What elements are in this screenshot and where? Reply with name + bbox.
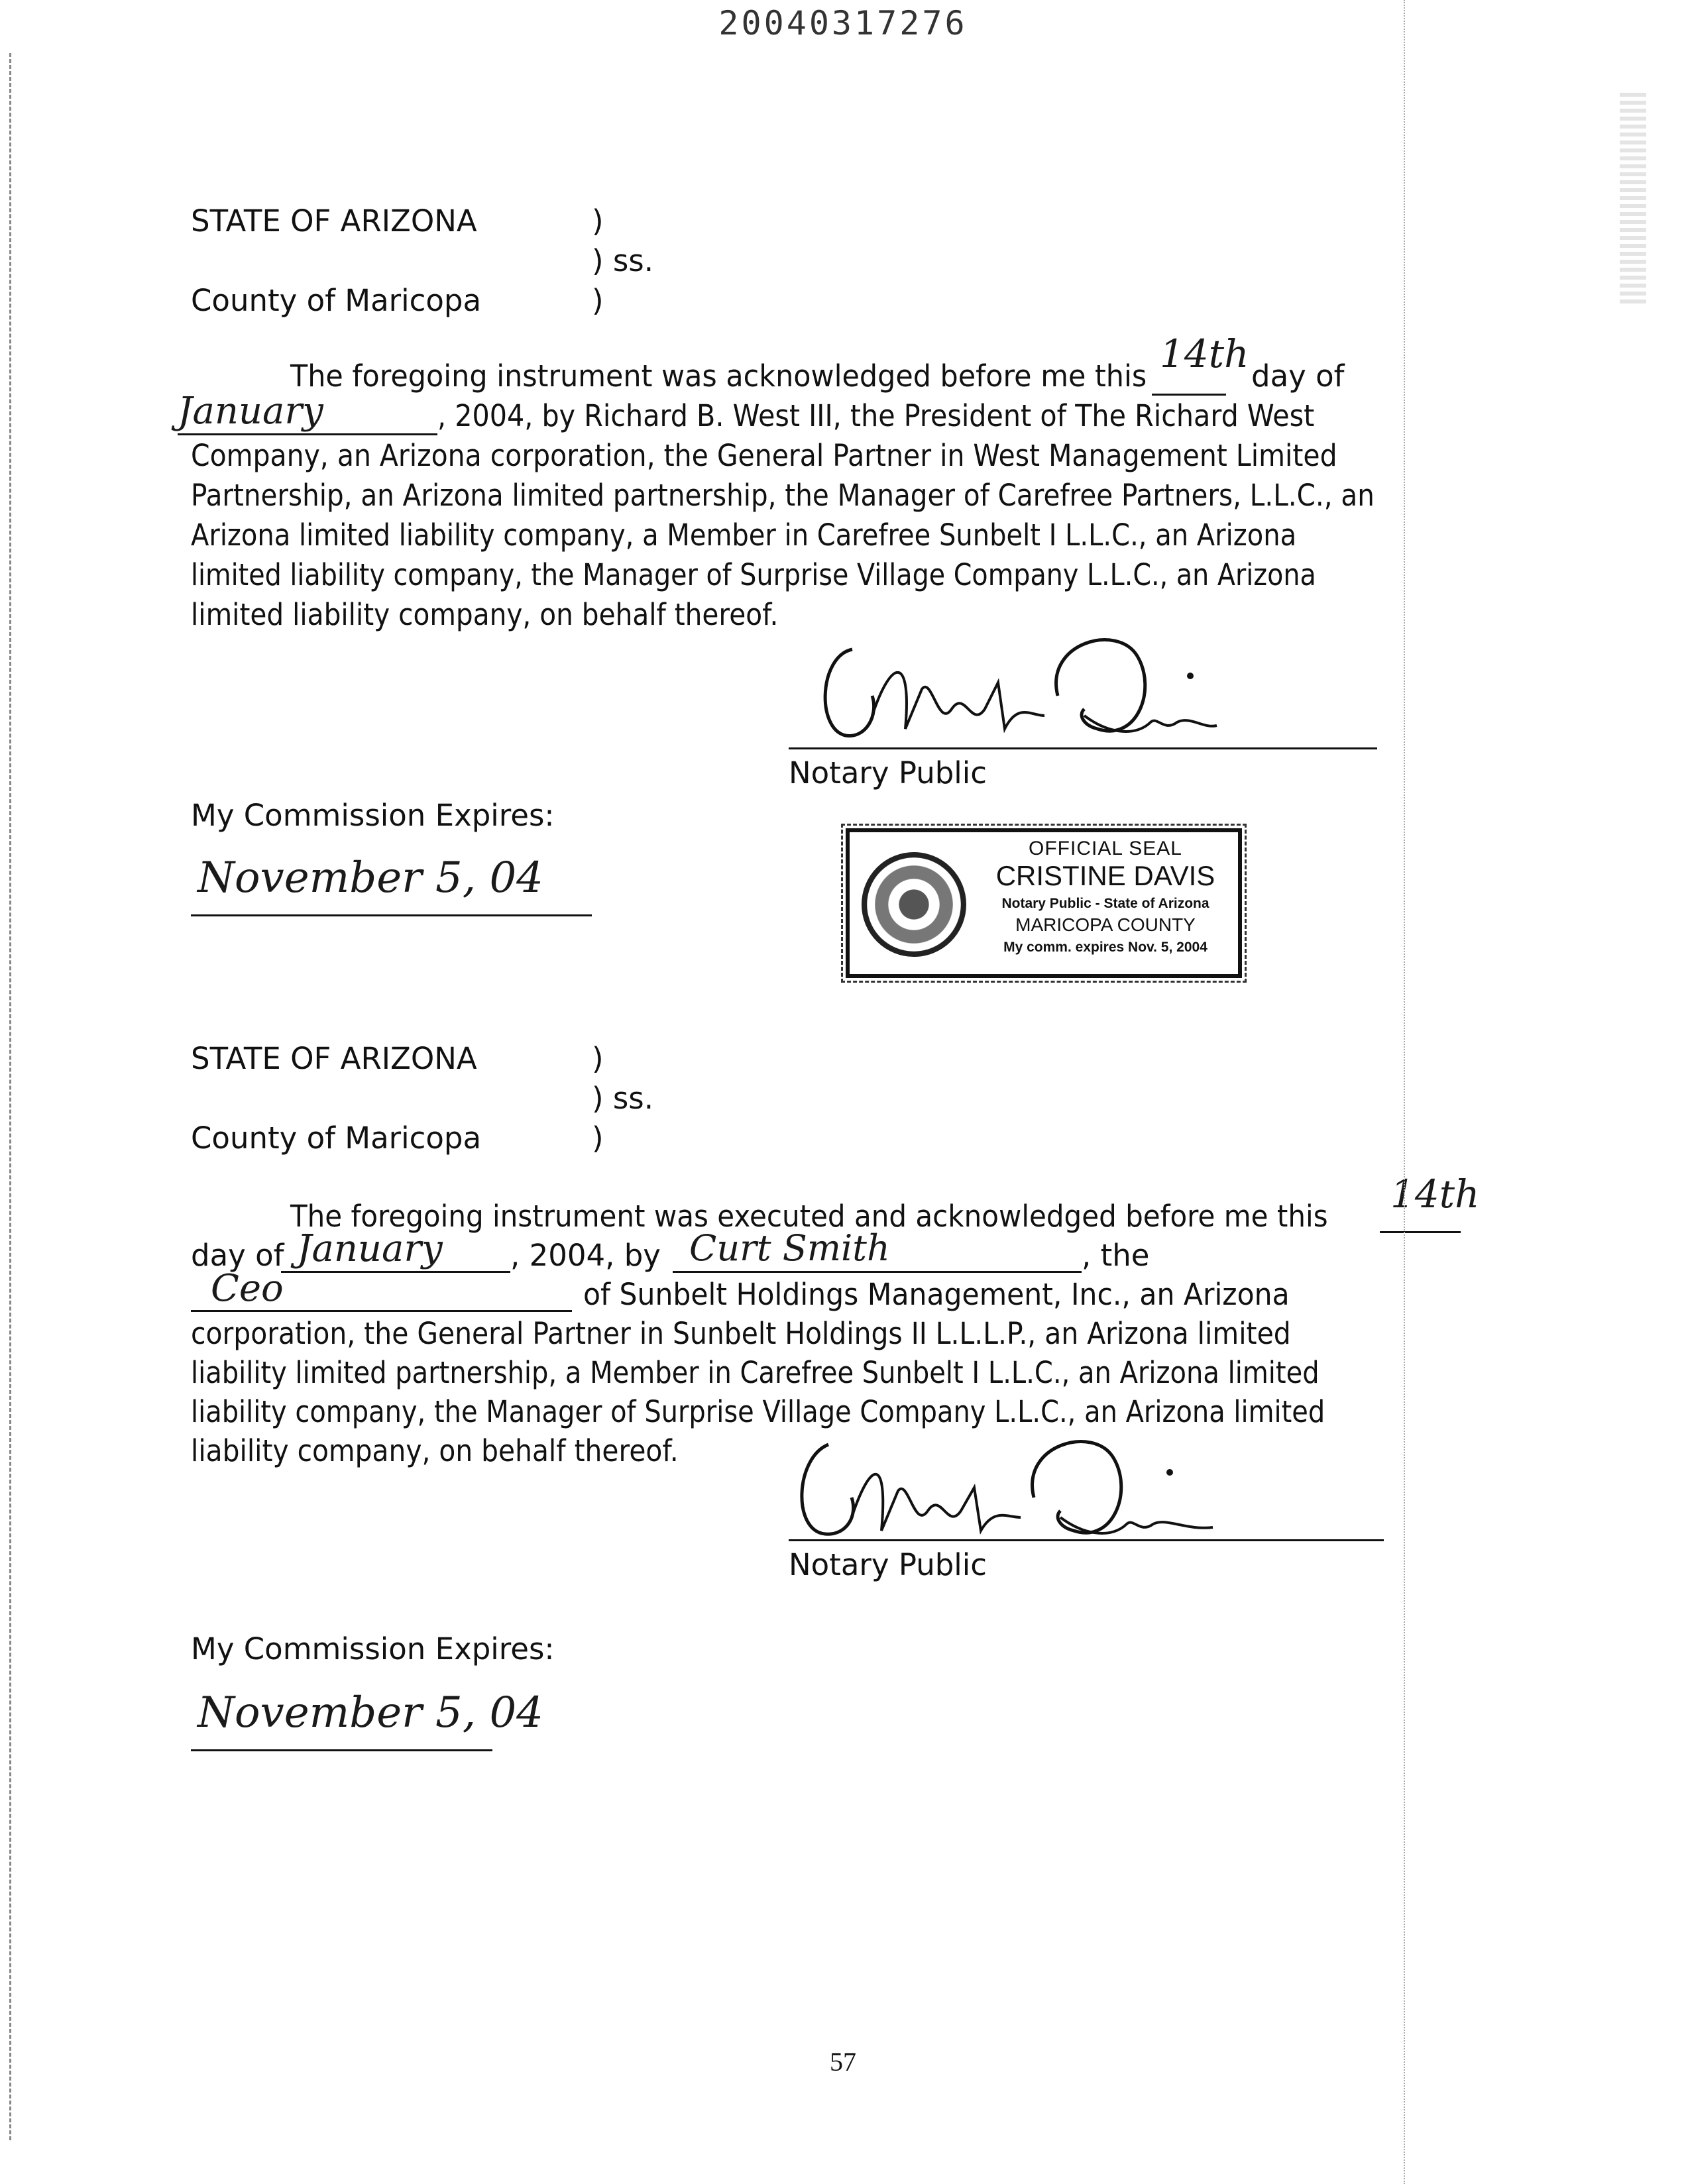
ack2-line2-end: , the	[1082, 1238, 1150, 1273]
ack1-notary-signature	[806, 616, 1257, 762]
ack2-title-handwritten: Ceo	[211, 1267, 284, 1310]
seal-line3: Notary Public - State of Arizona	[1001, 896, 1209, 911]
recording-number: 20040317276	[718, 4, 968, 42]
page-number: 57	[830, 2047, 856, 2077]
ack1-ss: ) ss.	[592, 243, 654, 278]
ack2-name-handwritten: Curt Smith	[689, 1227, 890, 1269]
ack2-title-underline	[191, 1310, 572, 1312]
ack1-commission-date-handwritten: November 5, 04	[197, 853, 543, 902]
ack2-line1: The foregoing instrument was executed and acknowledged before me this	[290, 1199, 1328, 1234]
ack1-month-handwritten: January	[178, 390, 323, 433]
ack2-commission-date-handwritten: November 5, 04	[197, 1688, 543, 1737]
ack2-month-underline	[281, 1271, 510, 1273]
right-scan-edge	[1404, 0, 1405, 2184]
margin-stamp-mark	[1620, 93, 1646, 305]
ack2-notary-signature	[789, 1425, 1239, 1557]
ack1-commission-label: My Commission Expires:	[191, 798, 555, 833]
seal-name: CRISTINE DAVIS	[995, 860, 1215, 891]
ack2-commission-underline	[191, 1749, 492, 1751]
ack1-line4: Partnership, an Arizona limited partnership, the Manager of Carefree Partners, L.L.C., an	[191, 478, 1375, 513]
ack2-notary-label: Notary Public	[789, 1547, 987, 1582]
ack2-signature-line	[789, 1539, 1384, 1541]
ack1-paren-bottom: )	[592, 283, 604, 318]
ack1-day-handwritten: 14th	[1160, 331, 1249, 376]
ack2-line3: of Sunbelt Holdings Management, Inc., an Arizona	[583, 1277, 1290, 1312]
seal-county: MARICOPA COUNTY	[1015, 914, 1196, 935]
ack1-county-label: County of Maricopa	[191, 283, 482, 318]
ack1-signature-line	[789, 747, 1377, 749]
ack1-line6: limited liability company, the Manager of Surprise Village Company L.L.C., an Arizona	[191, 557, 1316, 592]
ack1-paren-top: )	[592, 203, 604, 239]
ack2-line5: liability limited partnership, a Member in Carefree Sunbelt I L.L.C., an Arizona limited	[191, 1355, 1320, 1390]
ack2-paren-top: )	[592, 1041, 604, 1076]
ack1-line3: Company, an Arizona corporation, the General Partner in West Management Limited	[191, 438, 1337, 473]
ack1-state-label: STATE OF ARIZONA	[191, 203, 477, 239]
ack2-commission-label: My Commission Expires:	[191, 1631, 555, 1666]
ack2-state-label: STATE OF ARIZONA	[191, 1041, 477, 1076]
arizona-seal-emblem-icon	[862, 852, 966, 957]
official-notary-seal	[846, 828, 1242, 978]
seal-expiry: My comm. expires Nov. 5, 2004	[1003, 940, 1208, 955]
ack2-county-label: County of Maricopa	[191, 1120, 482, 1156]
ack2-ss: ) ss.	[592, 1081, 654, 1116]
ack2-line7: liability company, on behalf thereof.	[191, 1433, 679, 1468]
ack2-line2-mid: , 2004, by	[510, 1238, 661, 1273]
ack1-notary-label: Notary Public	[789, 755, 987, 791]
ack2-day-handwritten: 14th	[1390, 1172, 1480, 1217]
ack2-line2-start: day of	[191, 1238, 284, 1273]
ack1-line5: Arizona limited liability company, a Member in Carefree Sunbelt I L.L.C., an Arizona	[191, 518, 1297, 553]
ack1-line7: limited liability company, on behalf thereof.	[191, 597, 779, 632]
ack2-name-underline	[673, 1271, 1082, 1273]
ack2-month-handwritten: January	[297, 1227, 443, 1270]
ack2-line4: corporation, the General Partner in Sunbelt Holdings II L.L.L.P., an Arizona limited	[191, 1316, 1291, 1351]
seal-line1: OFFICIAL SEAL	[1029, 838, 1182, 859]
ack2-line6: liability company, the Manager of Surprise Village Company L.L.C., an Arizona limited	[191, 1394, 1325, 1429]
ack1-line2: , 2004, by Richard B. West III, the President of The Richard West	[437, 398, 1315, 433]
ack1-line1-start: The foregoing instrument was acknowledged before me this	[290, 358, 1147, 394]
ack2-paren-bottom: )	[592, 1120, 604, 1156]
ack1-line1-end: day of	[1251, 358, 1345, 394]
ack2-day-underline	[1380, 1231, 1461, 1233]
ack1-commission-underline	[191, 914, 592, 916]
left-scan-edge	[9, 53, 11, 2140]
